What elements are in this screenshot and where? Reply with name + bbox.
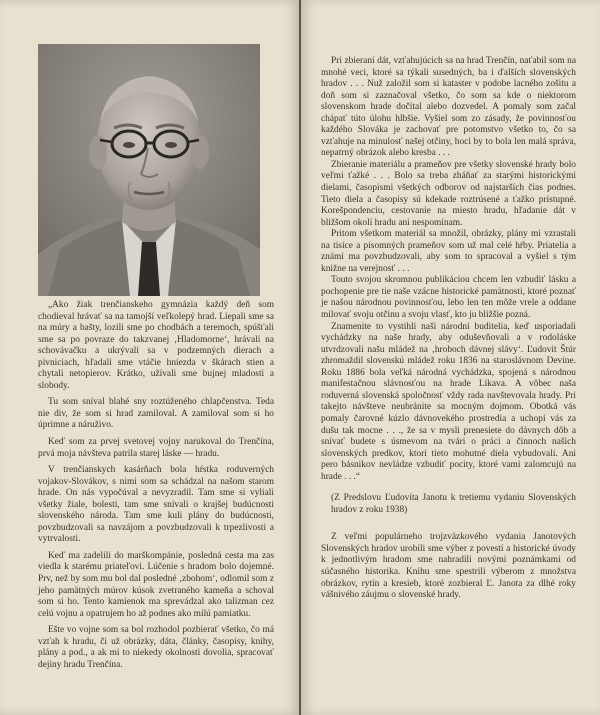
paragraph: Pri zbieraní dát, vzťahujúcich sa na hrad Trenčín, naťabil som na mnohé veci, ktoré sa týkali susedných, ba i ďalších slovenských hradov . . . Nuž založil som si kataster v podobe lacného zošitu a doň som si zaznačoval všetko, čo som sa kde o niektorom slovenskom hrade dočítal alebo dozvedel. A pomaly som začal chápať túto úlohu hlbšie. Vyšiel som zo zásady, že povinnosťou každého Slováka je zachovať pre potomstvo všetko to, čo sa vzťahuje na minulosť našej otčiny, hoci by to bola len malá správa, nepatrný obrázok alebo kresba . . . — [321, 56, 576, 159]
paragraph: V trenčianskych kasárňach bola hŕstka roduverných vojakov-Slovákov, s nimi som sa schádzal na našom starom hrade. On nás vypočúval a nevyzradil. Tam sme si vyliali všetky žiale, bolesti, tam sme snívali o krajšej budúcnosti slovenského národa. Tam sme kuli plány do budúcnosti, povzbudzovali sa navzájom a povzbudzovali k trpezlivosti a vytrvalosti. — [38, 465, 274, 545]
paragraph: Zbieranie materiálu a prameňov pre všetky slovenské hrady bolo veľmi ťažké . . . Bolo sa treba zháňať za starými historickými dielami, časopismi všetkých odborov od najstarších čias podnes. Tieto diela a časopisy sú kdekade roztrúsené a ťažko prístupné. Korešpondenciu, cestovanie na miesto hradu, hľadanie dát v bližšom okolí hradu ani nespomínam. — [321, 159, 576, 228]
left-text-column — [38, 300, 274, 671]
paragraph: „Ako žiak trenčianskeho gymnázia každý deň som chodieval hrávať sa na tamojší veľkolepý hrad. Liepali sme sa na múry a bašty, lozili sme po chodbách a teremoch, spúšťali sme sa po povraze do takzvanej ‚Hladomorne‘, hrávali na schovávačku a ukrývali sa v podzemných dierach a pivniciach, hľadali sme vtáčie hniezda v škárach stien a chytali netopierov. Krátko, užívali sme bujnej mladosti a slobody. — [38, 300, 274, 391]
paragraph: Touto svojou skromnou publikáciou chcem len vzbudiť lásku a pochopenie pre tie naše vzácne historické pamätnosti, ktoré poznať je našou národnou povinnosťou, lebo len ten môže vrele a oddane milovať svoju otčinu a svoju vlasť, kto ju bližšie pozná. — [321, 275, 576, 321]
right-text-column — [321, 56, 576, 602]
source-note: (Z Predslovu Ľudovíta Janotu k tretiemu vydaniu Slovenských hradov z roku 1938) — [331, 493, 576, 515]
paragraph: Keď ma zadelili do marškompánie, posledná cesta ma zas viedla k starému priateľovi. Lúčenie s hradom bolo dojemné. Prv, než by som mu bol dal posledné ‚zbohom‘, odlomil som z jeho pamätných múrov kúsok zvetraného kameňa a schoval som si ho. Tento kamienok ma sprevádzal ako talizman cez celú vojnu a opatrujem ho až podnes ako milú pamiatku. — [38, 550, 274, 619]
paragraph: Znamenite to vystihli naši národní buditelia, keď usporiadali vychádzky na naše hrady, aby oduševňovali a v rodoláske utvrdzovali našu mládež na ‚hroboch dávnej slávy‘. Ľudovít Štúr zhromaždil slovenskú mládež roku 1836 na staroslávnom Devíne. Roku 1886 bola veľká národná vychádzka, spojená s národnou manifestačnou slávnosťou na hrade Likava. A vôbec naša roduverná slovenská spoločnosť vždy rada navštevovala hrady. Pri takejto návšteve neubránite sa mocným dojmom. Obotká vás pomaly čarovné kúzlo dávnovekého prostredia a uchopí vás za dušu tak mocne . . ., že sa v mysli prenesiete do dávnych dôb a snívať budete s úsmevom na tvári o práci a činnoch našich slovenských predkov, ktorí tieto mohutné diela vybudovali. Ani pero básnikov nevládze vzbudiť pocity, ktoré vami zalomcujú na hrade . . .“ — [321, 321, 576, 482]
paragraph: Tu som sníval blahé sny roztúženého chlapčenstva. Teda nie div, že som si hrad zamiloval. A zamiloval som si ho úprimne a náruživo. — [38, 397, 274, 431]
portrait-illustration — [38, 44, 260, 296]
paragraph: Ešte vo vojne som sa bol rozhodol pozbierať všetko, čo má vzťah k hradu, či už obrázky, dáta, články, časopisy, knihy, plány a pod., a ak mi to niekedy okolnosti dovolia, spracovať dejiny hradu Trenčína. — [38, 625, 274, 670]
editor-note: Z veľmi populárneho trojzväzkového vydania Janotových Slovenských hradov urobili sme výber z povestí a historické úvody k jednotlivým hradom sme nahradili novými poznámkami od súčasného historika. Knihu sme spestrili výberom z množstva obrázkov, rytín a kresieb, ktoré zozbieral Ľ. Janota za dlhé roky vášnivého záujmu o slovenské hrady. — [321, 532, 576, 601]
portrait-photo — [38, 44, 260, 296]
paragraph: Keď som za prvej svetovej vojny narukoval do Trenčína, prvá moja návšteva patrila starej láske — hradu. — [38, 437, 274, 459]
right-page — [301, 0, 600, 715]
paragraph: Pritom všetkom materiál sa množil, obrázky, plány mi vzrastali na tisíce a písomných prameňov som už mal celé hŕby. Priatelia a známi ma povzbudzovali, aby som to spracoval a vyšiel s tým knižne na verejnosť . . . — [321, 229, 576, 274]
